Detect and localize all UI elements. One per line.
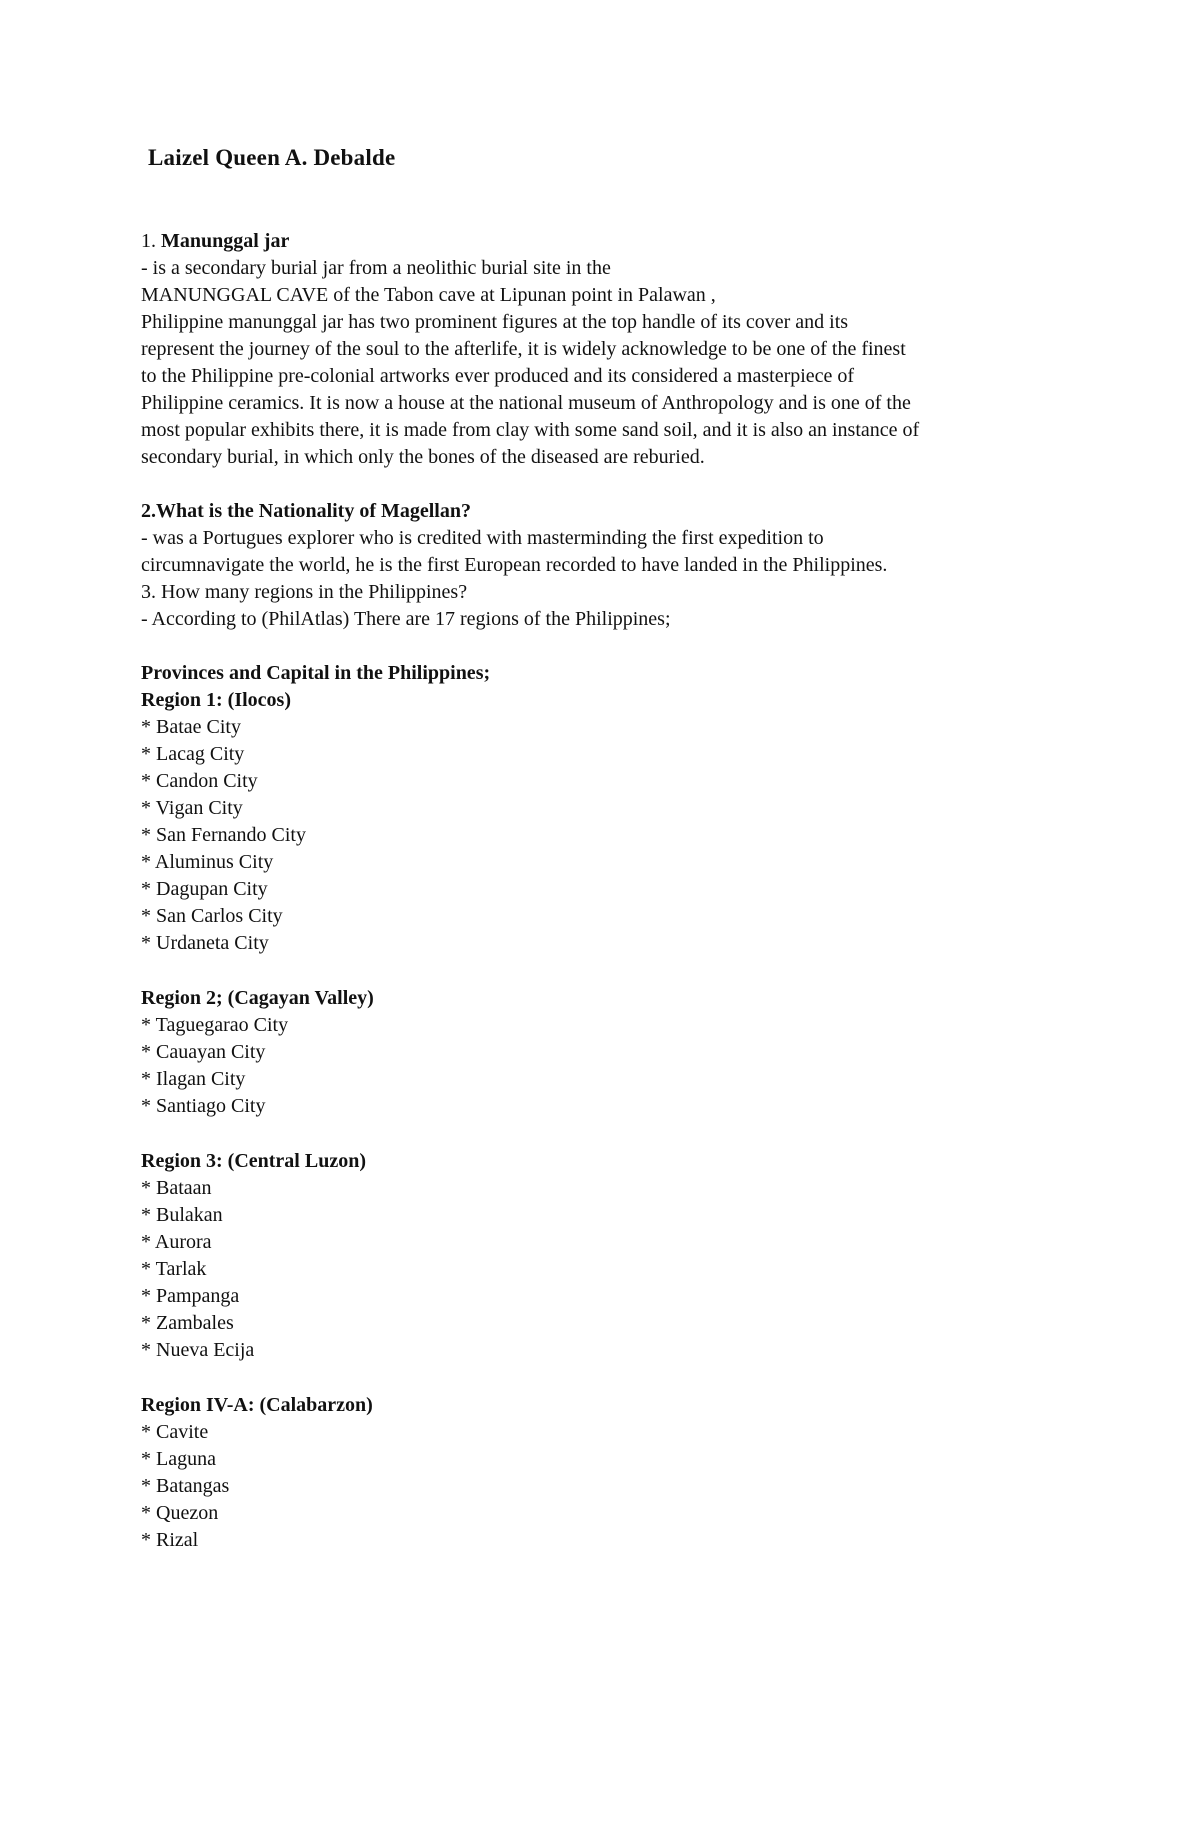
list-item: * Lacag City <box>141 743 245 765</box>
list-item: * Aluminus City <box>141 851 274 873</box>
question-1-line: to the Philippine pre-colonial artworks ever produced and its considered a masterpiece of <box>141 365 855 387</box>
question-1-section <box>141 228 1071 471</box>
region-1-section <box>141 687 1071 957</box>
list-item: * Urdaneta City <box>141 932 269 954</box>
spacer <box>141 471 1071 498</box>
list-item: * Tarlak <box>141 1258 207 1280</box>
question-2-line: circumnavigate the world, he is the first European recorded to have landed in the Philippines. <box>141 554 888 576</box>
question-1-heading <box>141 228 1071 255</box>
list-item: * Nueva Ecija <box>141 1339 255 1361</box>
list-item: * Santiago City <box>141 1095 266 1117</box>
question-3-answer: - According to (PhilAtlas) There are 17 regions of the Philippines; <box>141 608 671 630</box>
list-item: * Aurora <box>141 1231 212 1253</box>
region-title: Region 3: (Central Luzon) <box>141 1150 366 1172</box>
list-item: * Rizal <box>141 1529 199 1551</box>
question-1-line: MANUNGGAL CAVE of the Tabon cave at Lipunan point in Palawan , <box>141 284 716 306</box>
region-2-list <box>141 1012 1071 1120</box>
provinces-heading: Provinces and Capital in the Philippines; <box>141 662 491 684</box>
question-3-title: 3. How many regions in the Philippines? <box>141 581 468 603</box>
list-item: * Dagupan City <box>141 878 268 900</box>
document-body <box>141 228 1071 1554</box>
list-item: * Vigan City <box>141 797 243 819</box>
author-name: Laizel Queen A. Debalde <box>148 145 396 170</box>
list-item: * Cauayan City <box>141 1041 266 1063</box>
question-1-line: represent the journey of the soul to the afterlife, it is widely acknowledge to be one of the finest <box>141 338 906 360</box>
question-1-number: 1. <box>141 230 161 252</box>
region-title: Region 2; (Cagayan Valley) <box>141 987 374 1009</box>
list-item: * Candon City <box>141 770 258 792</box>
question-1-line: - is a secondary burial jar from a neolithic burial site in the <box>141 257 611 279</box>
region-3-section <box>141 1148 1071 1364</box>
region-3-list <box>141 1175 1071 1364</box>
list-item: * San Carlos City <box>141 905 283 927</box>
question-1-line: Philippine manunggal jar has two prominent figures at the top handle of its cover and its <box>141 311 849 333</box>
spacer <box>141 1120 1071 1148</box>
question-1-line: most popular exhibits there, it is made from clay with some sand soil, and it is also an instance of <box>141 419 920 441</box>
list-item: * Laguna <box>141 1448 216 1470</box>
question-1-title: Manunggal jar <box>161 230 290 252</box>
spacer <box>141 1364 1071 1392</box>
list-item: * Cavite <box>141 1421 209 1443</box>
spacer <box>141 957 1071 985</box>
list-item: * Pampanga <box>141 1285 240 1307</box>
list-item: * Taguegarao City <box>141 1014 289 1036</box>
region-title: Region 1: (Ilocos) <box>141 689 291 711</box>
region-2-section <box>141 985 1071 1120</box>
list-item: * Batangas <box>141 1475 230 1497</box>
list-item: * Bulakan <box>141 1204 223 1226</box>
spacer <box>141 633 1071 660</box>
list-item: * Bataan <box>141 1177 212 1199</box>
question-2-section <box>141 498 1071 579</box>
region-title: Region IV-A: (Calabarzon) <box>141 1394 373 1416</box>
list-item: * Batae City <box>141 716 241 738</box>
region-4a-list <box>141 1419 1071 1554</box>
question-2-line: - was a Portugues explorer who is credited with masterminding the first expedition to <box>141 527 824 549</box>
question-3-section <box>141 579 1071 633</box>
list-item: * Ilagan City <box>141 1068 246 1090</box>
list-item: * Quezon <box>141 1502 219 1524</box>
region-1-list <box>141 714 1071 957</box>
question-1-line: Philippine ceramics. It is now a house at the national museum of Anthropology and is one of the <box>141 392 911 414</box>
question-1-line: secondary burial, in which only the bones of the diseased are reburied. <box>141 446 705 468</box>
list-item: * Zambales <box>141 1312 234 1334</box>
region-4a-section <box>141 1392 1071 1554</box>
list-item: * San Fernando City <box>141 824 306 846</box>
question-2-title: 2.What is the Nationality of Magellan? <box>141 500 471 522</box>
